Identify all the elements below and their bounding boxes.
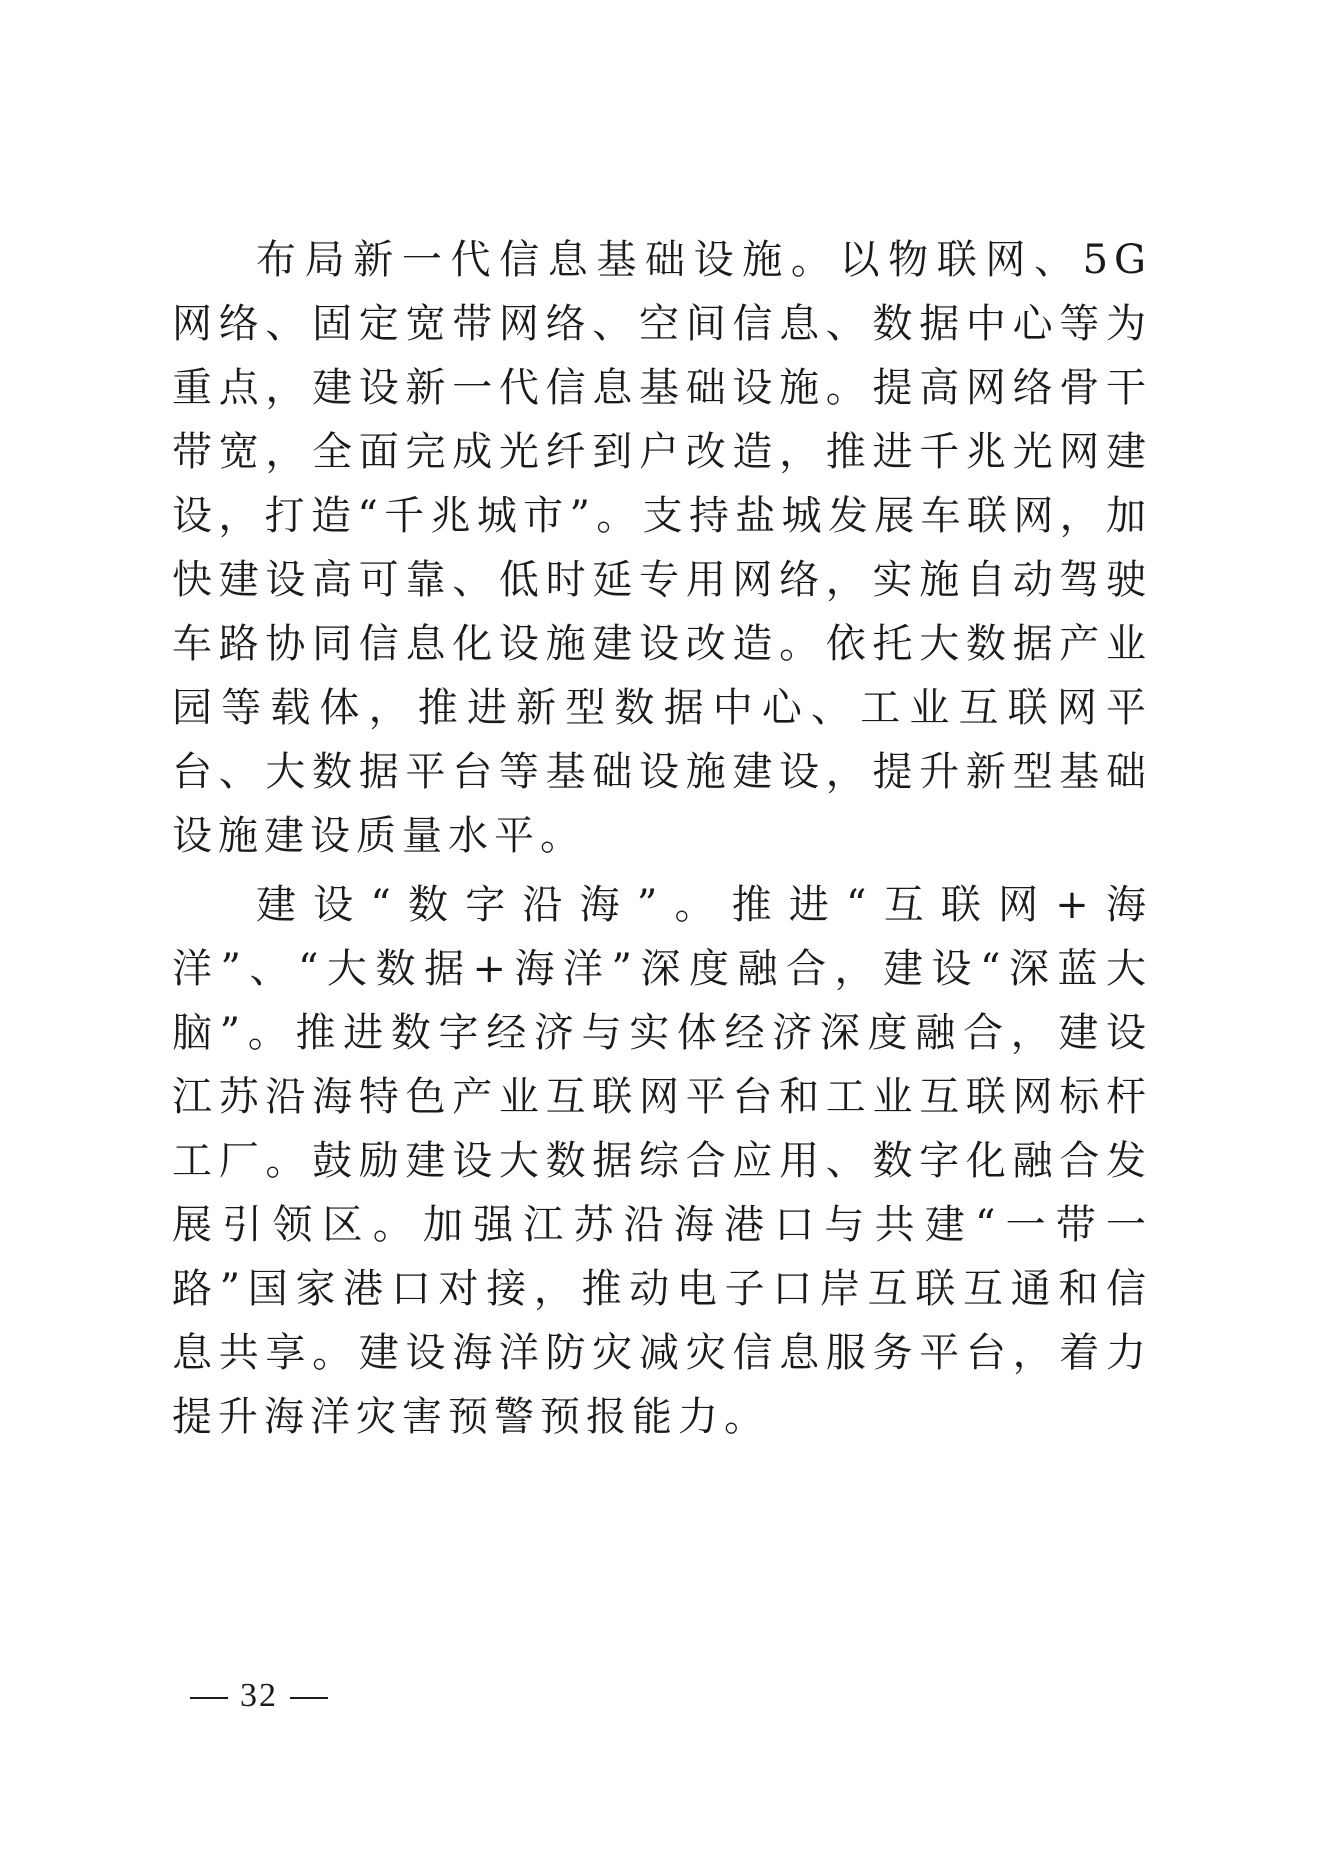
paragraph-body: 以物联网、5G 网络、固定宽带网络、空间信息、数据中心等为重点，建设新一代信息基础设施。提高网络骨干带宽，全面完成光纤到户改造，推进千兆光网建设，打造“千兆城市”。支持盐城发展车联网，加快建设高可靠、低时延专用网络，实施自动驾驶车路协同信息化设施建设改造。依托大数据产业园等载体，推进新型数据中心、工业互联网平台、大数据平台等基础设施建设，提升新型基础设施建设质量水平。 xyxy=(172,237,1153,859)
page-footer xyxy=(178,1677,340,1715)
paragraph-heading: 布局新一代信息基础设施。 xyxy=(256,237,840,283)
paragraph-heading: 建设“数字沿海”。 xyxy=(256,882,732,928)
paragraph-digital-coast xyxy=(172,873,1152,1449)
footer-dash-right xyxy=(290,1697,328,1699)
body-text xyxy=(172,228,1152,1449)
page-number: 32 xyxy=(240,1677,278,1714)
footer-dash-left xyxy=(190,1697,228,1699)
paragraph-body: 推进“互联网+海洋”、“大数据+海洋”深度融合，建设“深蓝大脑”。推进数字经济与实体经济深度融合，建设江苏沿海特色产业互联网平台和工业互联网标杆工厂。鼓励建设大数据综合应用、数字化融合发展引领区。加强江苏沿海港口与共建“一带一路”国家港口对接，推动电子口岸互联互通和信息共享。建设海洋防灾减灾信息服务平台，着力提升海洋灾害预警预报能力。 xyxy=(172,882,1152,1440)
paragraph-infrastructure xyxy=(172,228,1152,868)
